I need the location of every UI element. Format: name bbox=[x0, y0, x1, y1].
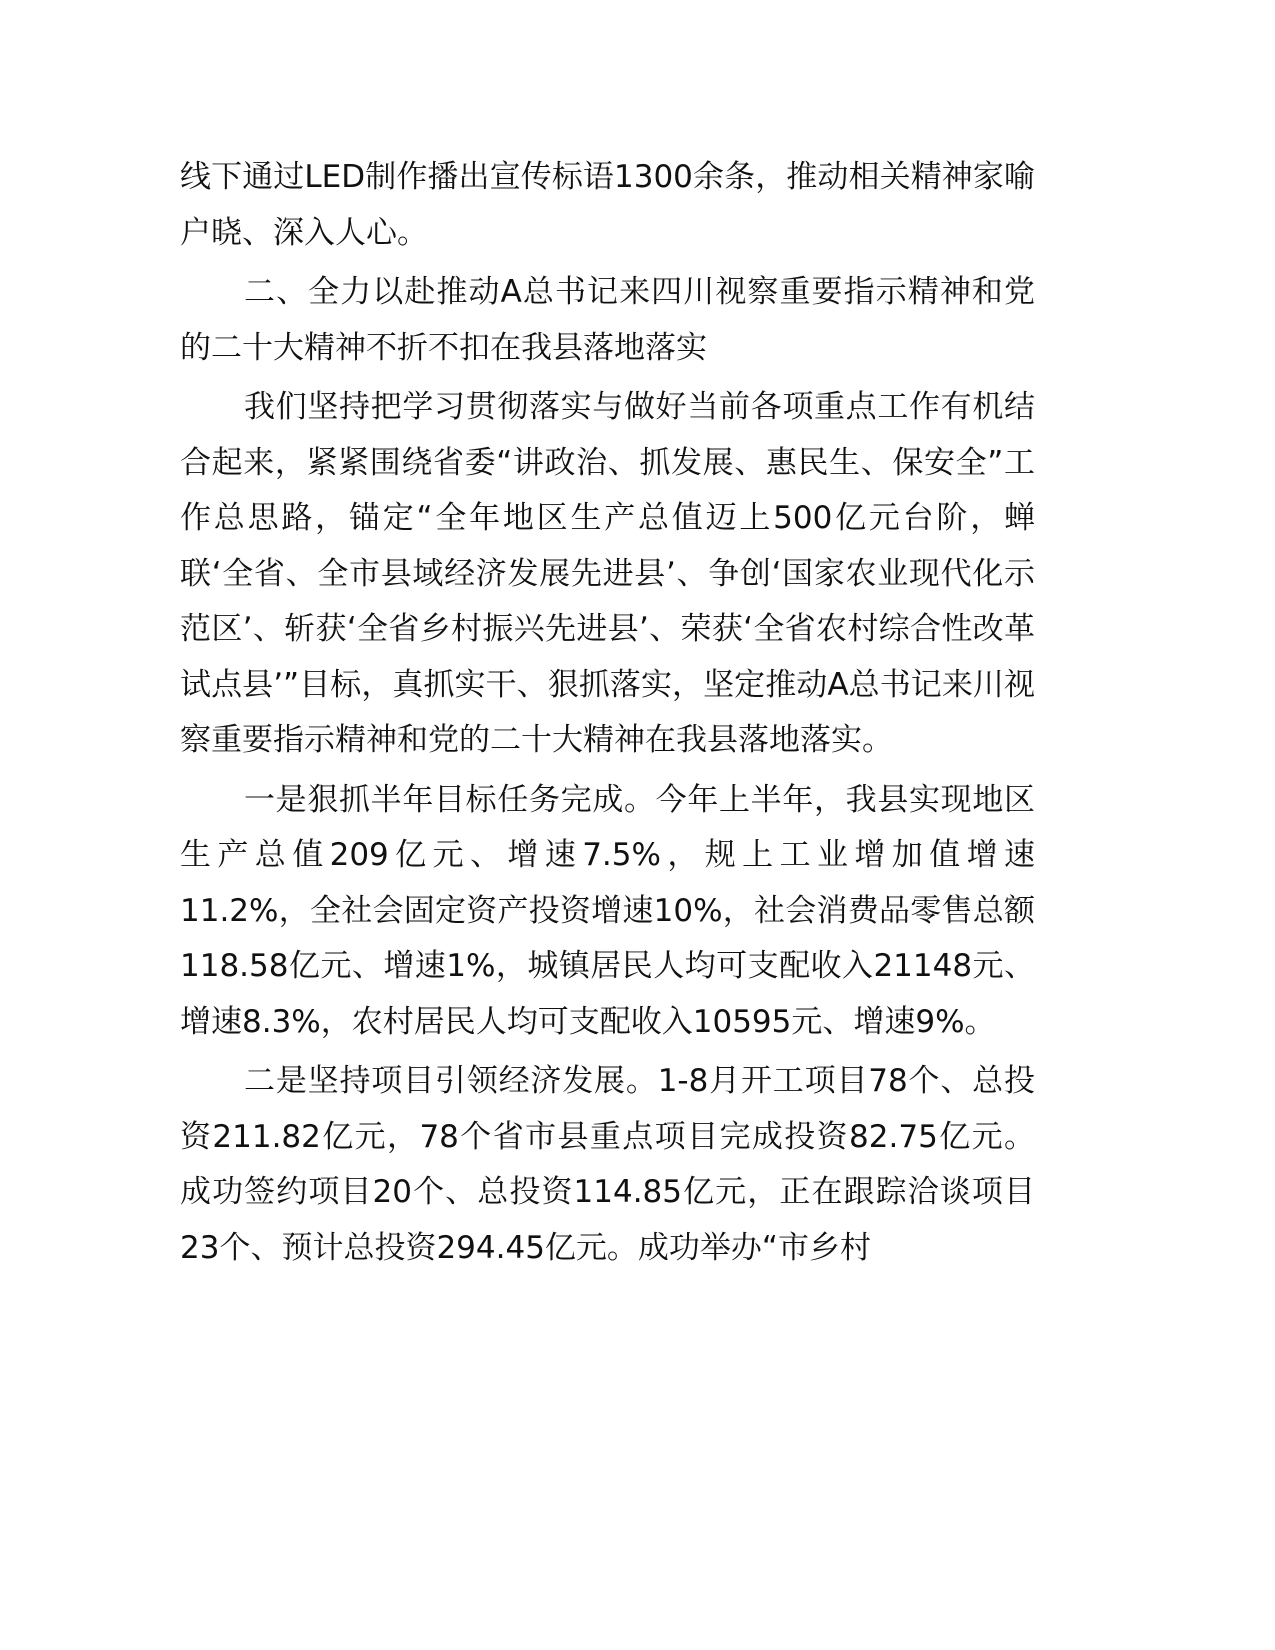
paragraph-intro: 我们坚持把学习贯彻落实与做好当前各项重点工作有机结合起来，紧紧围绕省委“讲政治、抓发展、惠民生、保安全”工作总思路，锚定“全年地区生产总值迈上500亿元台阶，蝉联‘全省、全市县域经济发展先进县’、争创‘国家农业现代化示范区’、斩获‘全省乡村振兴先进县’、荣获‘全省农村综合性改革试点县’”目标，真抓实干、狠抓落实，坚定推动A总书记来川视察重要指示精神和党的二十大精神在我县落地落实。 bbox=[180, 389, 1035, 758]
paragraph-item-two: 二是坚持项目引领经济发展。1-8月开工项目78个、总投资211.82亿元，78个省市县重点项目完成投资82.75亿元。成功签约项目20个、总投资114.85亿元，正在跟踪洽谈项目23个、预计总投资294.45亿元。成功举办“市乡村 bbox=[180, 1063, 1035, 1266]
paragraph-continuation: 线下通过LED制作播出宣传标语1300余条，推动相关精神家喻户晓、深入人心。 bbox=[180, 159, 1035, 251]
section-heading: 二、全力以赴推动A总书记来四川视察重要指示精神和党的二十大精神不折不扣在我县落地落实 bbox=[180, 274, 1035, 366]
paragraph-item-one: 一是狠抓半年目标任务完成。今年上半年，我县实现地区生产总值209亿元、增速7.5%，规上工业增加值增速11.2%，全社会固定资产投资增速10%，社会消费品零售总额118.58亿元、增速1%，城镇居民人均可支配收入21148元、增速8.3%，农村居民人均可支配收入10595元、增速9%。 bbox=[180, 781, 1035, 1040]
document-body bbox=[180, 150, 1035, 1276]
